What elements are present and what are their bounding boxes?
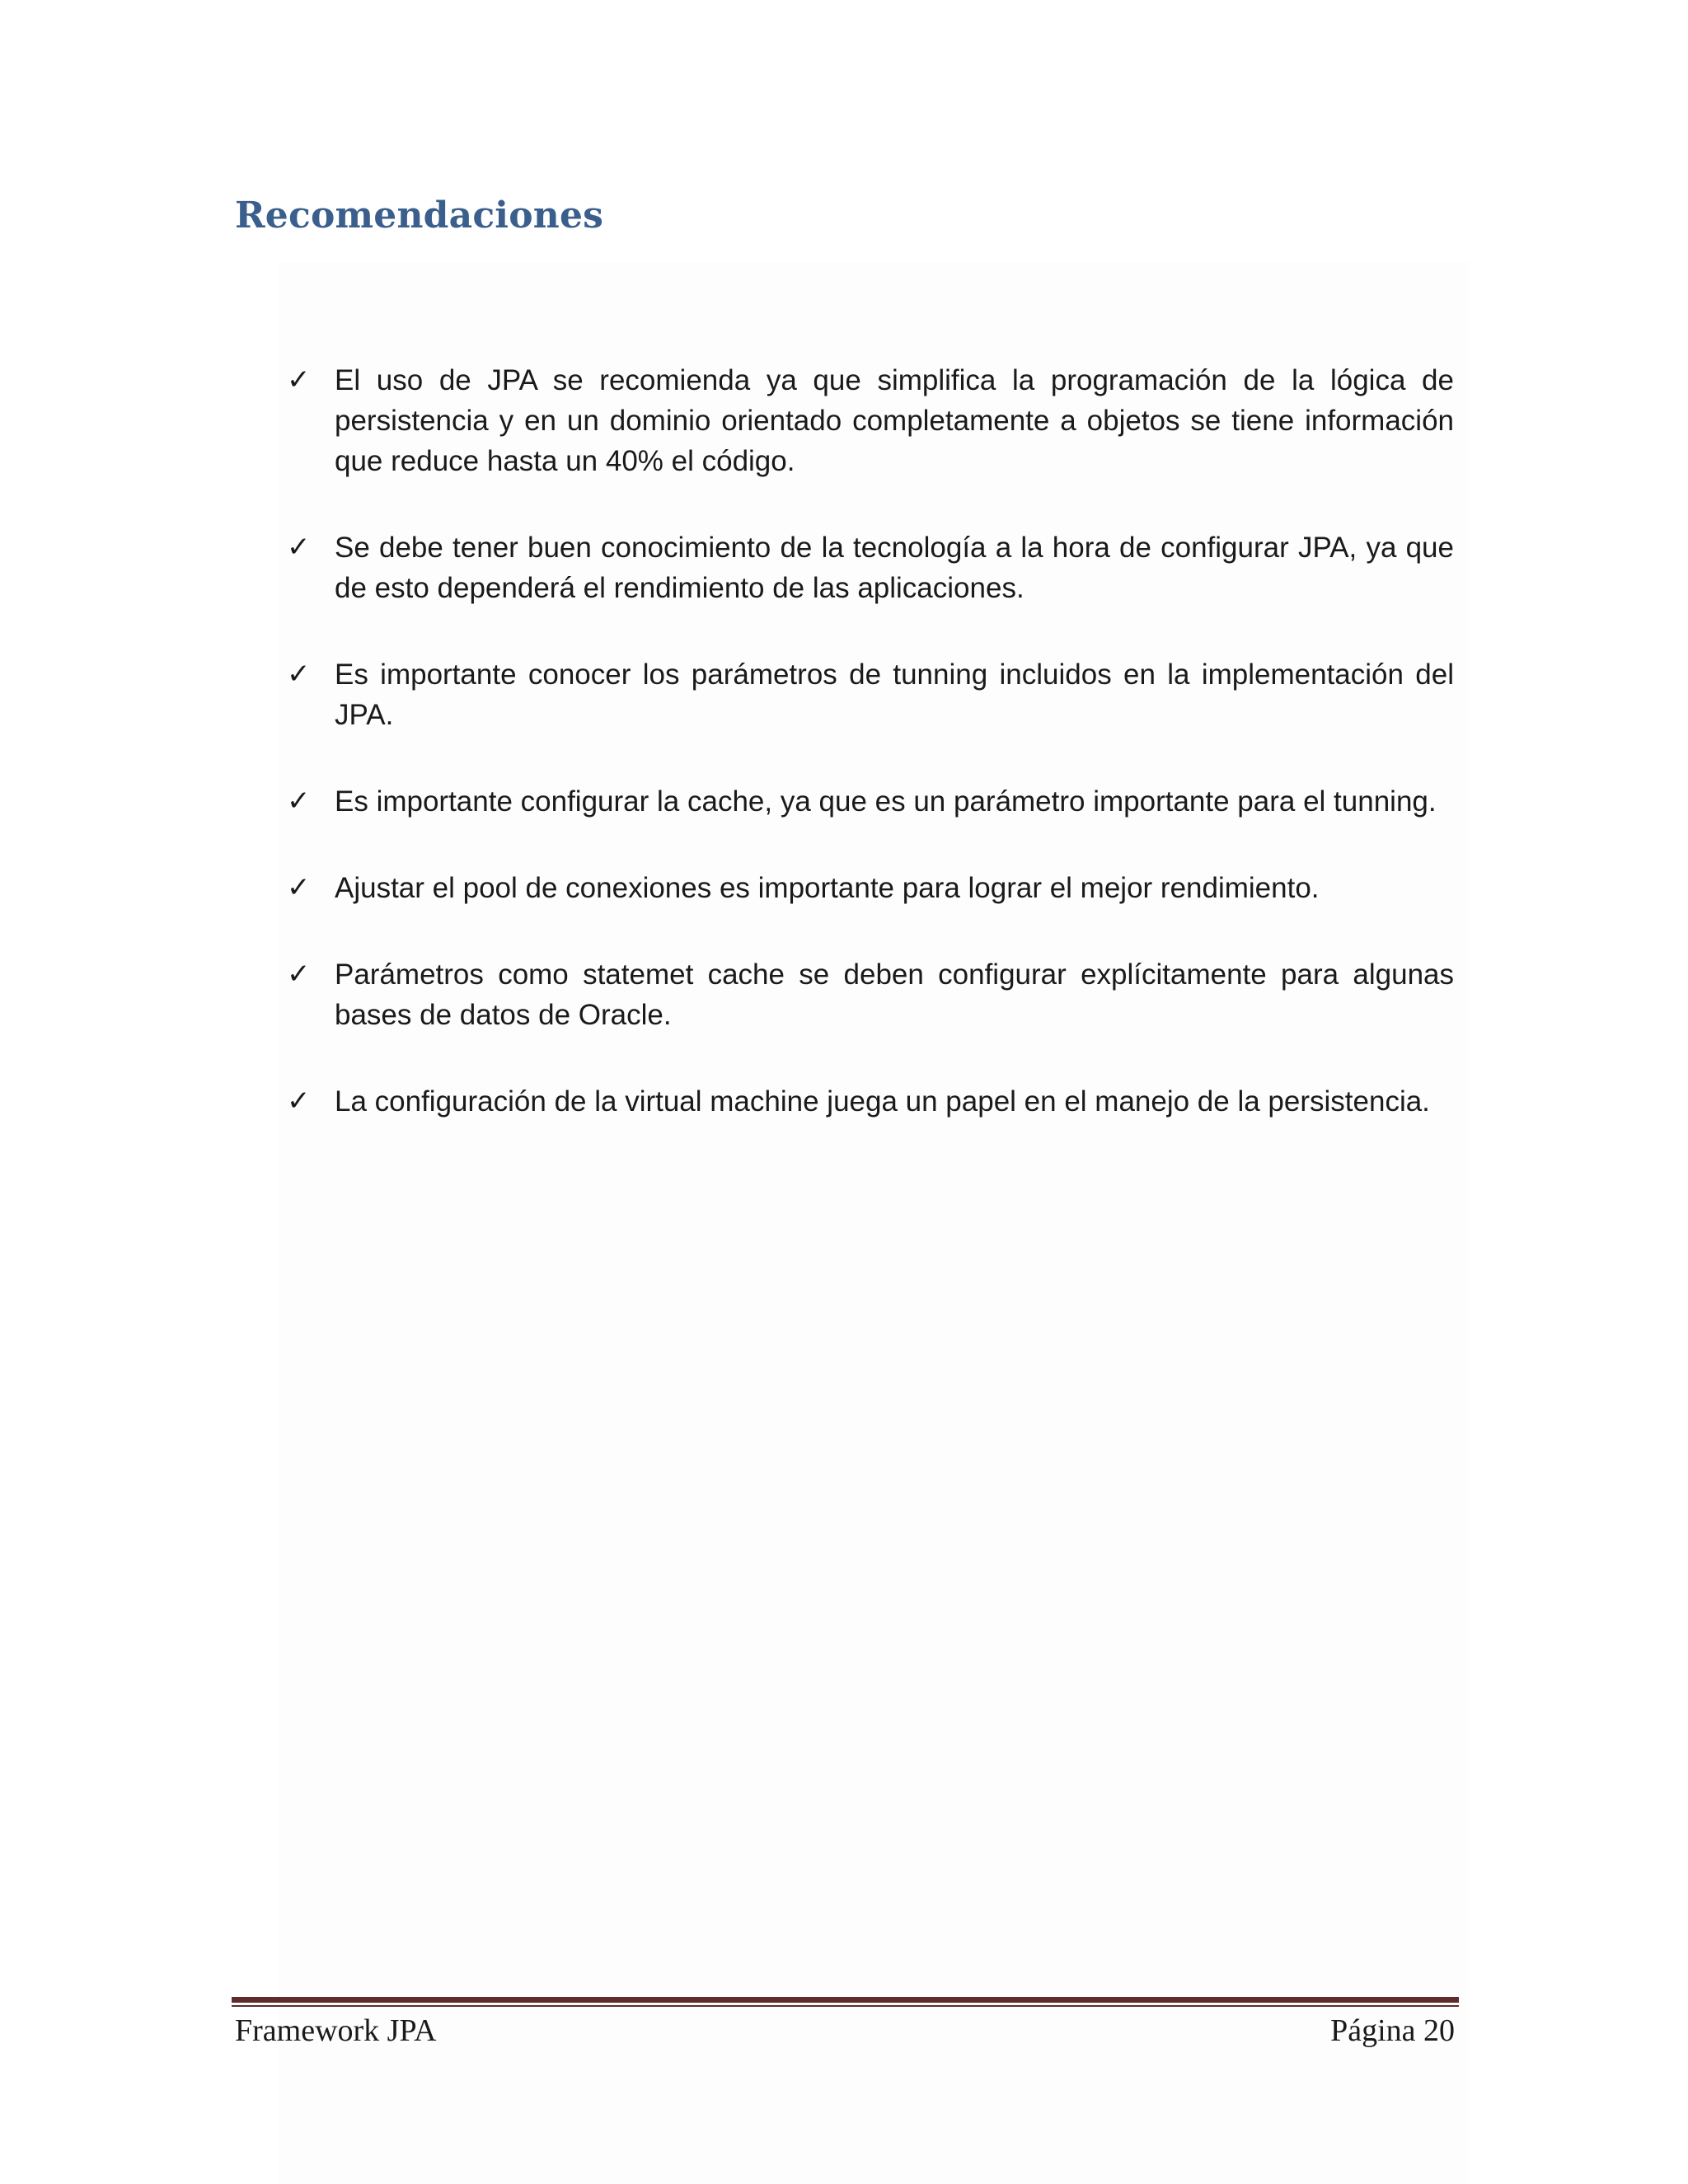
list-item (280, 1081, 1454, 1122)
list-item-text: Es importante configurar la cache, ya que es un parámetro importante para el tunning. (335, 785, 1437, 818)
list-item-text: La configuración de la virtual machine juega un papel en el manejo de la persistencia. (335, 1085, 1430, 1118)
section-heading: Recomendaciones (235, 194, 604, 237)
footer-divider-thick-line (232, 1997, 1459, 2003)
recommendation-list (280, 360, 1454, 1122)
list-item (280, 781, 1454, 822)
list-item (280, 360, 1454, 481)
checkmark-icon: ✓ (287, 958, 311, 991)
list-item-text: Parámetros como statemet cache se deben configurar explícitamente para algunas bases de datos de Oracle. (335, 958, 1454, 1031)
list-item-text: Se debe tener buen conocimiento de la tecnología a la hora de configurar JPA, ya que de esto dependerá el rendimiento de las aplicaciones. (335, 532, 1454, 604)
list-item-text: El uso de JPA se recomienda ya que simplifica la programación de la lógica de persistencia y en un dominio orientado completamente a objetos se tiene información que reduce hasta un 40% el código. (335, 364, 1454, 477)
checkmark-icon: ✓ (287, 363, 311, 396)
checkmark-icon: ✓ (287, 658, 311, 691)
checkmark-icon: ✓ (287, 871, 311, 904)
list-item (280, 527, 1454, 608)
list-item (280, 954, 1454, 1035)
list-item (280, 654, 1454, 735)
footer-divider (232, 1997, 1459, 2007)
checkmark-icon: ✓ (287, 1085, 311, 1118)
checkmark-icon: ✓ (287, 785, 311, 818)
footer-divider-thin-line (232, 2005, 1459, 2007)
list-item-text: Ajustar el pool de conexiones es importante para lograr el mejor rendimiento. (335, 872, 1320, 904)
checkmark-icon: ✓ (287, 531, 311, 564)
footer-page-number: Página 20 (1330, 2013, 1455, 2048)
list-item-text: Es importante conocer los parámetros de tunning incluidos en la implementación del JPA. (335, 658, 1454, 731)
footer-document-title: Framework JPA (235, 2013, 437, 2048)
list-item (280, 868, 1454, 908)
